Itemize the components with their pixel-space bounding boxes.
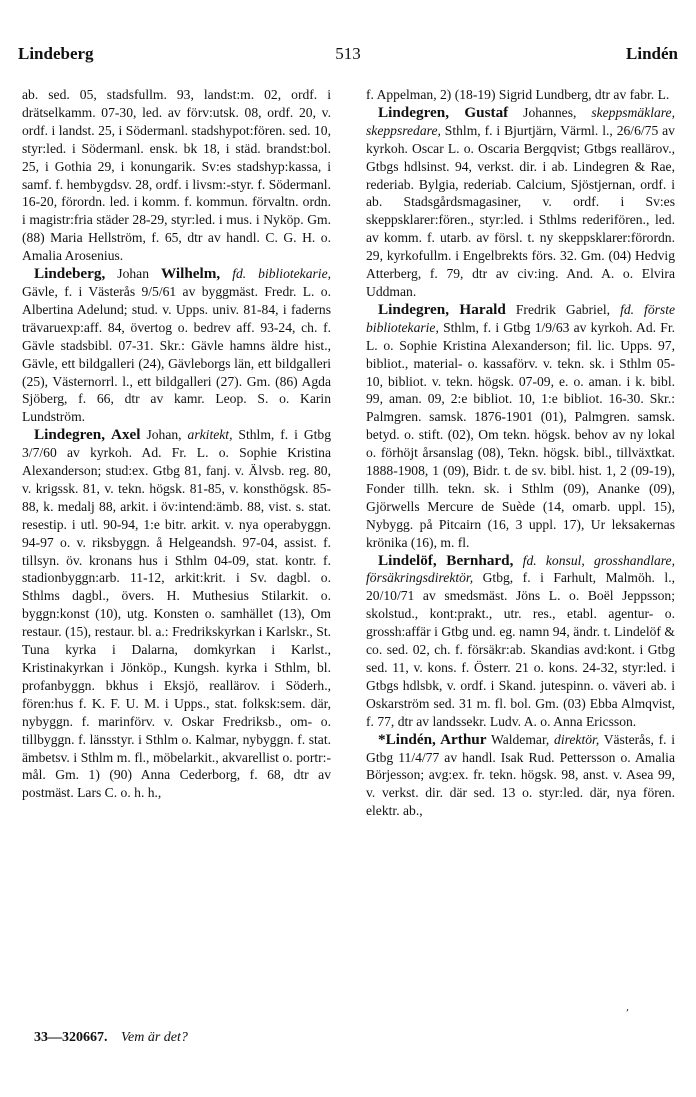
entry-title: arkitekt, [187, 427, 233, 443]
book-title: Vem är det? [121, 1030, 188, 1045]
entry-title: fd. förste bibliotekarie, [366, 301, 676, 335]
page-footer [34, 1030, 188, 1046]
entry-lindeberg-wilhelm [22, 265, 331, 426]
entry-surname: *Lindén, Arthur [378, 730, 487, 748]
entry-text: Gtbg, f. i Farhult, Malmöh. l., 20/10/71 av smedsmäst. Jöns L. o. Boël Jeppsson; skolstud., kont:prakt., utr. res., etabl. agentur- o. grossh:affär i Gtbg und. eg. namn 94, ändr. t. Lindelöf & co. sed. 02, ch. f. försäkr:ab. Skandias avd:kont. i Gtbg sed. 11, v. kons. f. Österr. 21 o. kons. 24-32, styr:led. i Gtbgs hdlsbk, v. ordf. i Skand. jutespinn. o. väveri ab. i Oskarström sed. 31 m. fl. bol. Gm. (03) Ebba Almqvist, f. 77, dtr av landssekr. Ludv. A. o. Anna Ericsson. [366, 570, 675, 729]
entry-lindelof-bernhard [366, 552, 675, 731]
entry-title: skeppsmäklare, skeppsredare, [366, 104, 675, 138]
print-code: 33—320667. [34, 1030, 108, 1045]
entry-title: fd. konsul, grosshandlare, försäkringsdirektör, [366, 552, 675, 586]
entry-given-name: Waldemar, [490, 731, 550, 747]
entry-text: Västerås, f. i Gtbg 11/4/77 av handl. Isak Rud. Pettersson o. Amalia Börjesson; avg:ex. fr. tekn. högsk. 98, anst. v. Asea 99, v. verkst. dir. där sed. 13 o. styr:led. där, nya fören. elektr. ab., [366, 731, 675, 819]
entry-given-name: Fredrik Gabriel, [515, 301, 611, 317]
entry-surname: Lindeberg, [34, 265, 106, 283]
entry-continuation: ab. sed. 05, stadsfullm. 93, landst:m. 02, ordf. i drätselkamm. 07-30, led. av förv:utsk. 08, ordf. 20, v. ordf. i landst. 25, i Södermanl. stadshypot:fören. sed. 10, styr:led. i Södermanl. ensk. bk 18, i städ. brandst:bol. 25, i Gothia 29, i konungarik. Sv:es stadshyp:kassa, i samf. f. hembygdsv. 28, ordf. i livsm:-styr. f. Södermanl. 16-20, förordn. led. i komm. f. kommun. förvaltn. ordn. i magistr:fria städer 28-29, styr:led. i mus. i Nyköp. Gm. (88) Maria Hellström, f. 65, dtr av handl. C. G. H. o. Amalia Arosenius. [22, 87, 331, 264]
entry-given-name-bold: Wilhelm, [161, 265, 221, 283]
entry-surname: Lindelöf, Bernhard, [378, 551, 514, 569]
entry-given-name: Johannes, [523, 104, 577, 120]
entry-surname: Lindegren, Gustaf [378, 103, 509, 121]
entry-given-name: Johan [117, 266, 150, 282]
entry-continuation: f. Appelman, 2) (18-19) Sigrid Lundberg, dtr av fabr. L. [366, 87, 670, 102]
entry-title: direktör, [554, 731, 600, 747]
entry-lindegren-gustaf [366, 104, 675, 301]
entry-linden-arthur [366, 731, 675, 821]
entry-given-name: Johan, [146, 427, 182, 443]
entry-text: Sthlm, f. i Gtbg 3/7/60 av kyrkoh. Ad. Fr. L. o. Sophie Kristina Alexanderson; stud:ex. Gtbg 81, fanj. v. Älvsb. reg. 80, v. krigssk. 81, v. tekn. högsk. 81-85, v. konsthögsk. 85-88, k. medalj 88, arkit. i öv:intend:ämb. 88, vist. s. stat. resestip. i utl. 90-94, 1:e bitr. arkit. v. nya operabyggn. 94-97 o. v. riksbyggn. å Helgeandsh. 97-04, assist. f. tillsyn. öv. kronans hus i Sthlm 04-09, stat. kontr. f. stadionbyggn:arb. 11-12, arkit:krit. i Sv. dagbl. o. Sthlms dagbl., övers. H. Muthesius Stilarkit. o. byggn:konst (10), utg. Konsten o. samhället (13), Om restaur. (15), restaur. bl. a.: Fredrikskyrkan i Karlskr., St. Tuna kyrka i Dalarna, domkyrkan i Karlst., Kristinakyrkan i Jönköp., Kungsh. kyrka i Sthlm, bl. profanbyggn. bkhus i Eksjö, reallärov. i Söderh., fören:hus f. K. F. U. M. i Upps., stat. folksk:sem. där, nybyggn. f. marinförv. v. Oskar Fredriksb., om- o. tillbyggn. f. länsstyr. i Sthlm o. Kalmar, nybyggn. f. stat. ämbetsv. i Sthlm m. fl., möbelarkit., akvarellist o. portr:-mål. Gm. 1) (90) Anna Cederborg, f. 68, dtr av postmäst. Lars C. o. h. h., [22, 427, 332, 801]
page-header [18, 44, 678, 70]
page-number: 513 [335, 44, 361, 63]
header-first-name: Lindeberg [18, 44, 94, 63]
left-column [22, 86, 331, 802]
entry-text: Gävle, f. i Västerås 9/5/61 av byggmäst. Fredr. L. o. Albertina Adelund; stud. v. Upps. univ. 81-84, i faderns trävaruexp:aff. 84, övertog o. bedrev aff. 93-24, ch. f. Gävle stadsbibl. 07-31. Skr.: Gävle hamns äldre hist., Gävle, ett bildgalleri (24), Gävleborgs län, ett bildgalleri (25), Västernorrl. l., ett bildgalleri (27). Gm. (86) Agda Sjöberg, f. 66, dtr av kamr. Leop. S. o. Karin Lundström. [22, 283, 331, 425]
entry-text: Sthlm, f. i Gtbg 1/9/63 av kyrkoh. Ad. Fr. L. o. Sophie Kristina Alexanderson; fil. lic. Upps. 97, bibliot., material- o. kassaförv. v. tekn. sk. i Sthlm 05-10, bibliot. v. tekn. högsk. 07-09, e. o. aman. i k. bibl. 99, aman. 09, 2:e bibliot. 10, 1:e bibliot. 16-30. Skr.: Palmgren. samsk. 1876-1901 (01), Palmgren. samsk. betyd. o. stift. (02), Om tekn. högsk. behov av ny lokal o. förhöjt årsanslag (08), Tekn. högsk. bibl., tillväxtkat. 1888-1908, 1 (09), Bidr. t. de sv. bibl. hist. 1, 2 (09-19), Fonder tillh. tekn. sk. i Sthlm (09), Ananke (09), Gjörwells Mercure de Suède (14, omarb. uppl. 15), Nybygg. på Pitcairn (16, 3 uppl. 17), Ur leksakernas krönika (16), m. fl. [366, 319, 675, 550]
entry-text: Sthlm, f. i Bjurtjärn, Värml. l., 26/6/75 av kyrkoh. Oscar L. o. Oscaria Bergqvist; Gtbgs reallärov., Gtbgs hdlsinst. 94, verkst. dir. i ab. Lindegren & Rae, rederiab. Bylgia, rederiab. Calcium, Sjöstjernan, ordf. i ab. Stadsgårdsmagasiner, v. ordf. i Sv:es skeppsklarer:fören., styr:led. i Sthlms rederifören., led. av komm. f. utarb. av försl. t. ny skeppsklarer:förordn. 29, kyrkofullm. i Engelbrekts förs. 32. Gm. (04) Hedvig Atterberg, f. 79, dtr av civ:ing. And. A. o. Elvira Uddman. [366, 122, 675, 299]
entry-title: fd. bibliotekarie, [232, 266, 332, 282]
entry-given-name-bold: Axel [110, 426, 141, 444]
entry-lindegren-axel [22, 426, 331, 802]
header-last-name: Lindén [626, 44, 678, 63]
print-mark: , [626, 1002, 630, 1013]
entry-lindegren-harald [366, 301, 675, 552]
right-column [366, 86, 675, 820]
entry-surname: Lindegren, Harald [378, 300, 506, 318]
entry-surname: Lindegren, [34, 426, 106, 444]
